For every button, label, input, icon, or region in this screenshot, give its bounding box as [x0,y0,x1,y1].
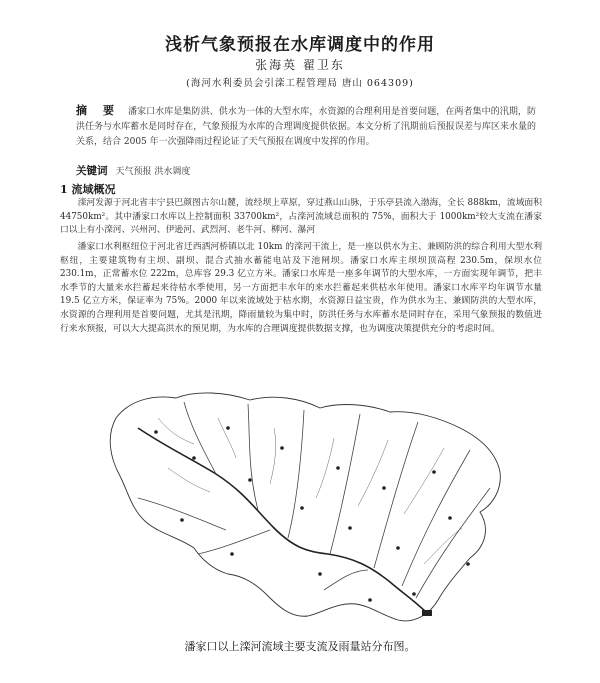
rain-gauge-station [396,546,400,550]
abstract-text: 潘家口水库是集防洪、供水为一体的大型水库，水资源的合理利用是首要问题，在两者集中的汛期，防洪任务与水库蓄水是同时存在，气象预报为水库的合理调度提供依据。本文分析了汛期前后预报误差与库区来水量的关系，结合 2005 年一次强降雨过程论证了天气预报在调度中发挥的作用。 [76,107,536,147]
basin-boundary [110,393,500,621]
rain-gauge-station [318,572,322,576]
rain-gauge-station [466,562,470,566]
basin-map-figure [98,388,516,630]
rain-gauge-station [448,516,452,520]
section-heading: 1 流域概况 [60,183,116,196]
tributary [374,422,418,568]
body-paragraph-1: 滦河发源于河北省丰宁县巴颜图古尔山麓，流经坝上草原，穿过燕山山脉，于乐亭县流入渤海，全长 888km，流域面积 44750km²。其中潘家口水库以上控制面积 33700km²，占滦河流域总面积的 75%，面积大于 1000km²较大支流在潘家口以上有小滦河、兴州河、伊逊河、武烈河、老牛河、柳河、瀑河 [60,198,542,236]
body-paragraph-2: 潘家口水利枢纽位于河北省迁西洒河桥镇以北 10km 的滦河干流上，是一座以供水为主、兼顾防洪的综合利用大型水利枢纽，主要建筑物有主坝、副坝、混合式抽水蓄能电站及下池闸坝。潘家口水库主坝坝顶高程 230.5m，保坝水位 230.1m，正常蓄水位 222m，总库容 29.3 亿立方米。潘家口水库是一座多年调节的大型水库，一方面实现年调节，把丰水季节的大量来水拦蓄起来待枯水季使用，另一方面把丰水年的来水拦蓄起来供枯水年使用。潘家口水库平均年调节水量 19.5 亿立方米，保证率为 75%。2000 年以来流域处于枯水期，水资源日益宝贵，作为供水为主、兼顾防洪的大型水库，水资源的合理利用是首要问题，尤其是汛期，降雨量较为集中时，防洪任务与水库蓄水是同时存在，采用气象预报的数值进行来水预报，可以大大提高洪水的预见期，为水库的合理调度提供数据支撑，也为调度决策提供充分的考虑时间。 [60,242,542,334]
figure-caption: 潘家口以上滦河流域主要支流及雨量站分布图。 [184,640,416,653]
rain-gauge-station [368,598,372,602]
tributary [402,450,470,586]
paper-authors: 张海英 翟卫东 [255,58,345,72]
rain-gauge-station [348,526,352,530]
tributary [198,530,270,554]
rain-gauge-station [432,470,436,474]
tributary [416,488,490,598]
rain-gauge-station [226,426,230,430]
rain-gauge-station [180,518,184,522]
tributary [248,404,258,510]
tributary [324,570,368,590]
rain-gauge-station [412,592,416,596]
tributary [184,402,216,474]
tributary [288,410,304,538]
rain-gauge-station [336,466,340,470]
paper-title: 浅析气象预报在水库调度中的作用 [165,35,435,55]
abstract-block [76,103,536,150]
rain-gauge-station [248,478,252,482]
rain-gauge-station [230,552,234,556]
rain-gauge-station [192,456,196,460]
rain-gauge-station [300,506,304,510]
keywords-label: 关键词 [76,165,108,177]
keywords-text: 天气预报 洪水调度 [115,167,191,177]
tributary [330,414,360,554]
paper-affiliation: (海河水利委员会引滦工程管理局 唐山 064309) [186,78,414,89]
abstract-label: 摘 要 [76,104,121,117]
rain-gauge-station [382,486,386,490]
tributary [138,498,226,530]
reservoir-marker [422,610,432,616]
rain-gauge-station [280,446,284,450]
keywords-block [76,163,536,178]
rain-gauge-station [154,430,158,434]
